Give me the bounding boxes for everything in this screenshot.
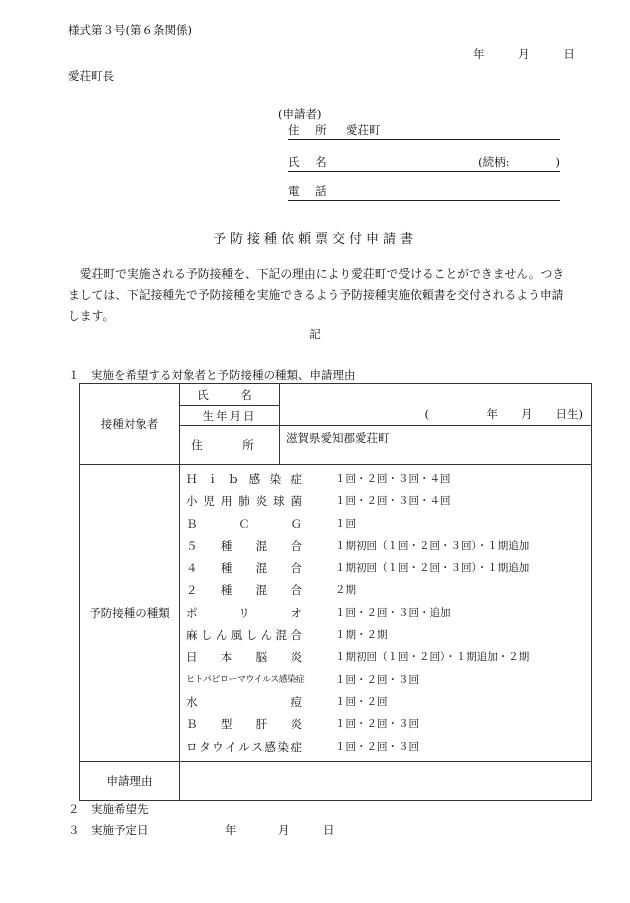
vaccine-schedule: ２期 — [335, 584, 356, 597]
target-address-label: 住 所 — [180, 426, 280, 465]
vaccine-item[interactable] — [186, 646, 585, 668]
vaccine-item[interactable] — [186, 513, 585, 535]
vaccine-name: ポ リ オ — [186, 605, 302, 620]
vaccine-name: 日 本 脳 炎 — [186, 650, 302, 665]
target-label: 接種対象者 — [80, 384, 180, 465]
reason-row — [80, 761, 592, 800]
applicant-label: (申請者) — [278, 107, 322, 121]
vaccine-schedule: １期初回（１回・２回）・１期追加・２期 — [335, 651, 530, 664]
vaccine-name: ２ 種 混 合 — [186, 583, 302, 598]
birth-label: 生年月日 — [180, 406, 280, 426]
vaccine-schedule: １回 — [335, 517, 356, 530]
birth-value[interactable]: ( 年 月 日生) — [280, 384, 592, 426]
relation-label: (続柄: ) — [478, 155, 560, 169]
vaccine-item[interactable] — [186, 468, 585, 490]
section3-month: 月 — [278, 823, 290, 837]
vaccine-name: Ｈ ｉ ｂ 感 染 症 — [186, 472, 302, 486]
name-label: 氏 名 — [288, 155, 333, 169]
name-field[interactable] — [288, 154, 560, 172]
vaccine-item[interactable] — [186, 736, 585, 758]
vaccine-item[interactable] — [186, 602, 585, 624]
address-value: 愛荘町 — [346, 123, 381, 137]
section3-title: ３ 実施予定日 — [68, 823, 149, 837]
vaccine-item[interactable] — [186, 713, 585, 735]
address-label: 住 所 — [288, 123, 333, 137]
reason-field[interactable] — [180, 761, 592, 800]
vaccine-schedule: １期初回（１回・２回・３回）・１期追加 — [335, 562, 530, 575]
vaccine-schedule: １回・２回・３回・追加 — [335, 606, 451, 619]
section2-title: ２ 実施希望先 — [68, 802, 149, 816]
intro-paragraph: 愛荘町で実施される予防接種を、下記の理由により愛荘町で受けることができません。つきましては、下記接種先で予防接種を実施できるよう予防接種実施依頼書を交付されるよう申請します。 — [68, 267, 565, 323]
address-field[interactable] — [288, 122, 560, 140]
phone-label: 電 話 — [288, 184, 333, 198]
vaccine-schedule: １回・２回・３回 — [335, 718, 419, 731]
section1-title: １ 実施を希望する対象者と予防接種の種類、申請理由 — [68, 368, 356, 382]
section3-day: 日 — [323, 823, 335, 837]
vaccine-schedule: １回・２回・３回 — [335, 673, 419, 686]
target-name-row — [80, 384, 592, 406]
document-title: 予防接種依頼票交付申請書 — [212, 232, 417, 247]
date-day: 日 — [563, 47, 575, 61]
vaccine-name: Ｂ 型 肝 炎 — [186, 717, 302, 732]
vaccine-name: 小 児 用 肺 炎 球 菌 — [186, 494, 302, 509]
phone-field[interactable] — [288, 183, 560, 201]
vaccine-item[interactable] — [186, 669, 585, 691]
vaccine-name: ロ タ ウ イ ル ス 感 染 症 — [186, 739, 302, 754]
reason-label: 申請理由 — [80, 761, 180, 800]
vaccine-list — [180, 465, 592, 762]
vaccine-item[interactable] — [186, 624, 585, 646]
section3-year: 年 — [225, 823, 237, 837]
vaccine-name: ５ 種 混 合 — [186, 538, 302, 553]
vaccine-item[interactable] — [186, 490, 585, 512]
date-line — [473, 46, 575, 62]
vaccine-item[interactable] — [186, 691, 585, 713]
vaccine-schedule: １回・２回・３回・４回 — [335, 495, 451, 508]
vaccine-schedule: １回・２回 — [335, 695, 388, 708]
date-year: 年 — [473, 47, 485, 61]
vaccine-schedule: １回・２回・３回・４回 — [335, 473, 451, 485]
vaccine-name: 麻 し ん 風 し ん 混 合 — [186, 628, 302, 643]
vaccine-item[interactable] — [186, 535, 585, 557]
target-name-label: 氏 名 — [180, 384, 280, 406]
vaccine-item[interactable] — [186, 579, 585, 601]
application-table — [79, 383, 592, 801]
vaccine-name: ヒトパピローマウイルス感染症 — [186, 674, 305, 685]
vaccine-name: ４ 種 混 合 — [186, 561, 302, 576]
vaccine-name: Ｂ Ｃ Ｇ — [186, 516, 302, 531]
ki-heading: 記 — [309, 327, 321, 341]
addressee: 愛荘町長 — [68, 69, 114, 83]
date-month: 月 — [518, 47, 530, 61]
target-address-value[interactable]: 滋賀県愛知郡愛荘町 — [280, 426, 592, 465]
vaccine-schedule: １期・２期 — [335, 629, 388, 642]
vaccine-item[interactable] — [186, 557, 585, 579]
form-number: 様式第３号(第６条関係) — [68, 23, 192, 37]
section3 — [68, 822, 335, 838]
vaccine-row — [80, 465, 592, 762]
vaccine-label: 予防接種の種類 — [80, 465, 180, 762]
vaccine-name: 水 痘 — [186, 694, 302, 709]
vaccine-schedule: １期初回（１回・２回・３回）・１期追加 — [335, 539, 530, 552]
vaccine-schedule: １回・２回・３回 — [335, 740, 419, 753]
